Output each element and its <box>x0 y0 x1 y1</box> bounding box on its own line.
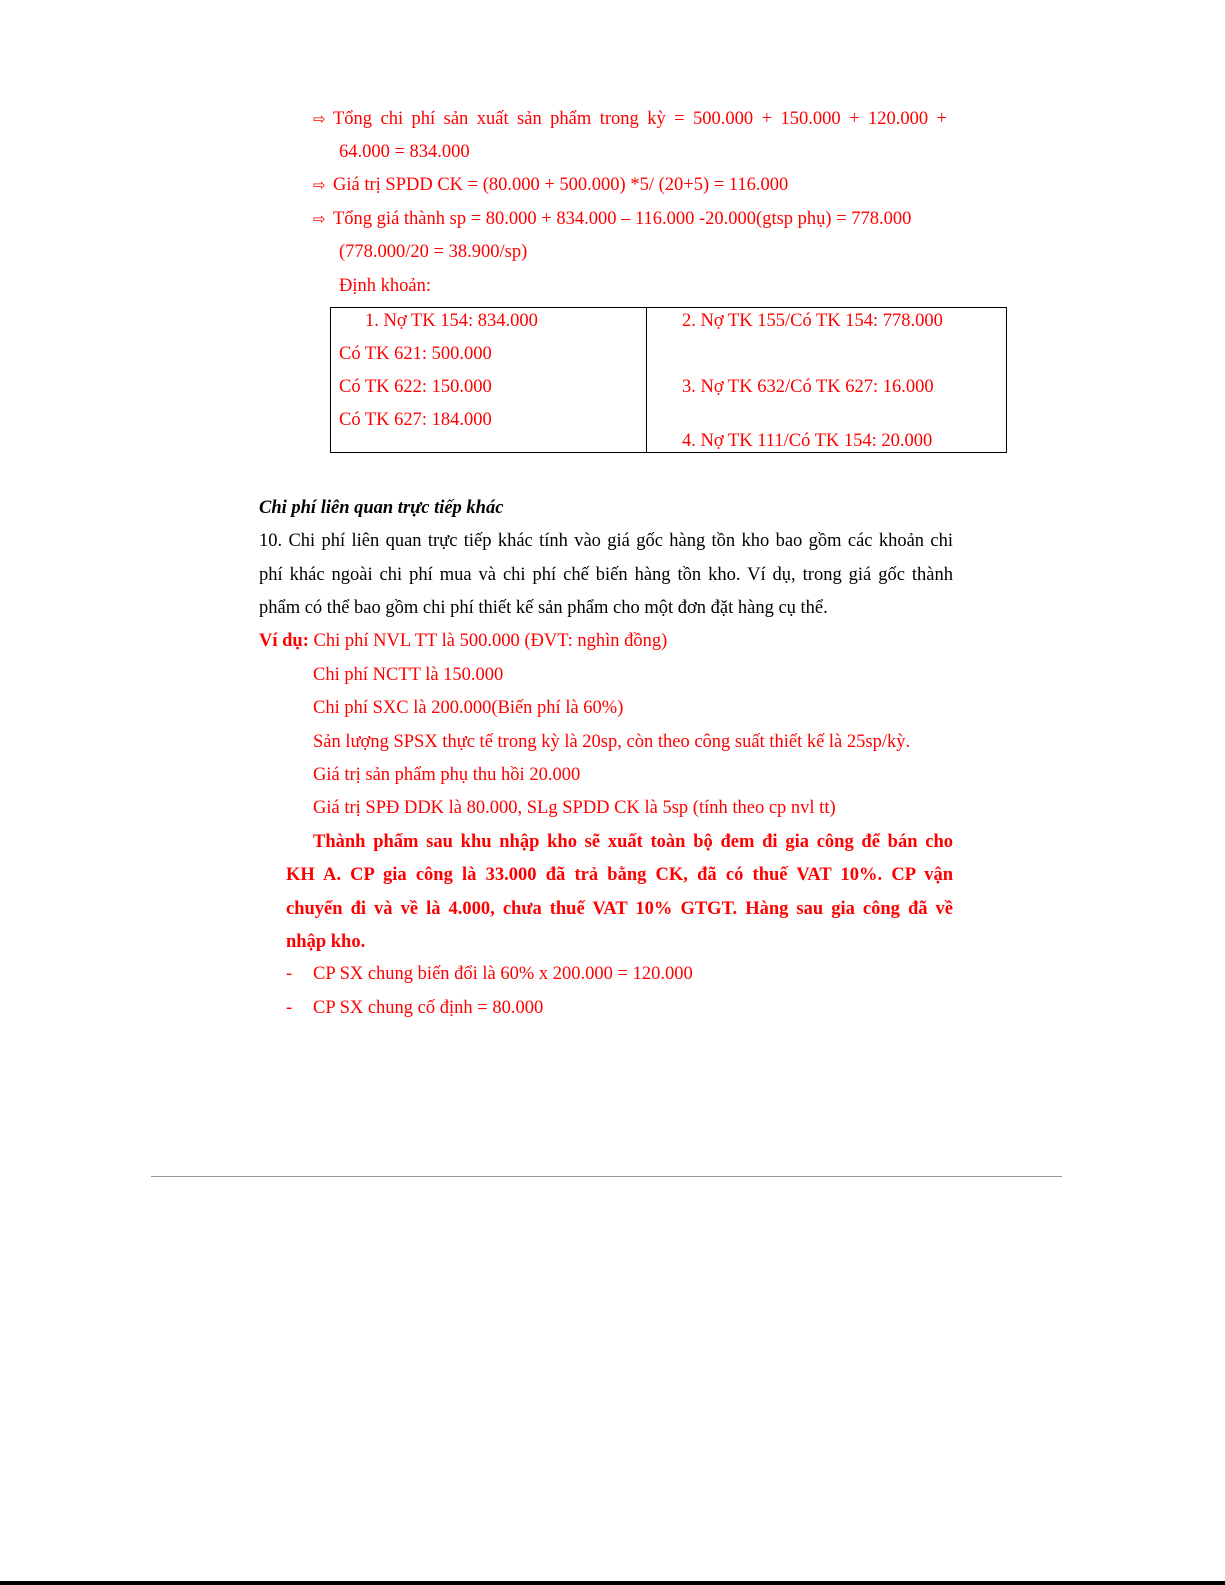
bold-paragraph-line-3: chuyển đi và về là 4.000, chưa thuế VAT 10% GTGT. Hàng sau gia công đã về <box>286 899 953 919</box>
entry-4: 4. Nợ TK 111/Có TK 154: 20.000 <box>682 431 933 451</box>
bullet-mark: - <box>286 964 293 984</box>
example-label: Ví dụ: <box>259 631 309 651</box>
bullet-item <box>286 963 693 985</box>
bullet-text: CP SX chung cố định = 80.000 <box>313 998 544 1018</box>
page-separator-line <box>151 1176 1062 1177</box>
calc-line-1-cont: 64.000 = 834.000 <box>339 142 470 162</box>
calc-line-3 <box>313 208 911 230</box>
journal-entries-table <box>330 307 1007 453</box>
arrow-right-icon: ⇨ <box>313 110 326 128</box>
example-item: Chi phí NCTT là 150.000 <box>313 665 504 685</box>
dinh-khoan-label: Định khoản: <box>339 276 431 296</box>
bold-paragraph-line-4: nhập kho. <box>286 932 366 952</box>
example-item: Giá trị sản phẩm phụ thu hồi 20.000 <box>313 765 581 785</box>
bottom-border <box>0 1581 1225 1585</box>
arrow-right-icon: ⇨ <box>313 210 326 228</box>
bold-paragraph-line-2: KH A. CP gia công là 33.000 đã trả bằng CK, đã có thuế VAT 10%. CP vận <box>286 865 953 885</box>
bullet-item <box>286 997 543 1019</box>
calc-line-3-cont: (778.000/20 = 38.900/sp) <box>339 242 528 262</box>
calc-line-3-text: Tổng giá thành sp = 80.000 + 834.000 – 116.000 -20.000(gtsp phụ) = 778.000 <box>333 209 912 229</box>
entry-1-credit-622: Có TK 622: 150.000 <box>339 377 492 397</box>
entry-2: 2. Nợ TK 155/Có TK 154: 778.000 <box>682 311 943 331</box>
arrow-right-icon: ⇨ <box>313 176 326 194</box>
example-first-text: Chi phí NVL TT là 500.000 (ĐVT: nghìn đồng) <box>308 631 668 651</box>
example-first-line <box>259 630 667 652</box>
paragraph-line-2: phí khác ngoài chi phí mua và chi phí chế biến hàng tồn kho. Ví dụ, trong giá gốc thành <box>259 565 953 585</box>
calc-line-2 <box>313 174 788 196</box>
calc-line-1-text: Tổng chi phí sản xuất sản phẩm trong kỳ = 500.000 + 150.000 + 120.000 + <box>333 109 947 129</box>
example-item: Sản lượng SPSX thực tế trong kỳ là 20sp, còn theo công suất thiết kế là 25sp/kỳ. <box>313 732 911 752</box>
example-item: Giá trị SPĐ DDK là 80.000, SLg SPDD CK là 5sp (tính theo cp nvl tt) <box>313 798 836 818</box>
entries-right-cell <box>647 308 1007 453</box>
bold-paragraph-line-1: Thành phẩm sau khu nhập kho sẽ xuất toàn bộ đem đi gia công để bán cho <box>313 832 953 852</box>
calc-line-2-text: Giá trị SPDD CK = (80.000 + 500.000) *5/ (20+5) = 116.000 <box>333 175 789 195</box>
paragraph-line-3: phẩm có thể bao gồm chi phí thiết kế sản phẩm cho một đơn đặt hàng cụ thể. <box>259 598 828 618</box>
entry-3: 3. Nợ TK 632/Có TK 627: 16.000 <box>682 377 934 397</box>
example-item: Chi phí SXC là 200.000(Biến phí là 60%) <box>313 698 624 718</box>
bullet-mark: - <box>286 998 293 1018</box>
calc-line-1 <box>313 108 947 132</box>
entry-1: 1. Nợ TK 154: 834.000 <box>365 311 538 331</box>
paragraph-line-1: 10. Chi phí liên quan trực tiếp khác tính vào giá gốc hàng tồn kho bao gồm các khoản chi <box>259 531 953 551</box>
entry-1-credit-621: Có TK 621: 500.000 <box>339 344 492 364</box>
entry-1-credit-627: Có TK 627: 184.000 <box>339 410 492 430</box>
section-heading: Chi phí liên quan trực tiếp khác <box>259 498 504 518</box>
entries-left-cell <box>331 308 647 453</box>
bullet-text: CP SX chung biến đổi là 60% x 200.000 = 120.000 <box>313 964 693 984</box>
